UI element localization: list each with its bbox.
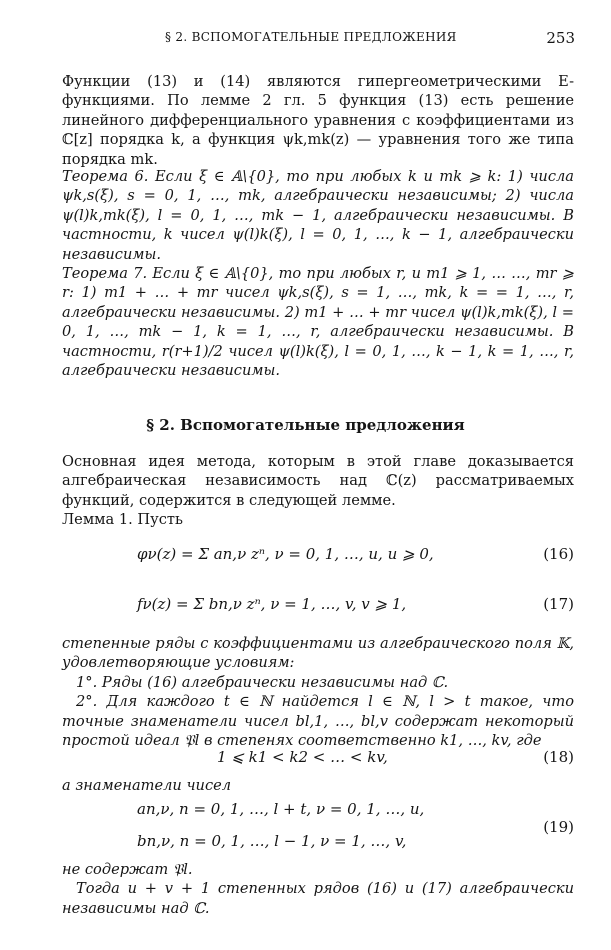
lemma-heading: Лемма 1. Пусть [62,511,183,529]
intro-paragraph: Функции (13) и (14) являются гипергеометрическими E-функциями. По лемме 2 гл. 5 функция (13) есть решение линейного дифференциального уравнения с коэффициентами из ℂ[z] порядка k, а функция ψk,mk(z) — уравнения того же типа порядка mk. [62,73,574,168]
equation-16-body: φν(z) = Σ an,ν zⁿ, ν = 0, 1, …, u, u ⩾ 0, [137,545,434,563]
condition-2: 2°. Для каждого t ∈ ℕ найдется l ∈ ℕ, l > t такое, что точные знаменатели чисел bl,1, …, bl,v содержат некоторый простой идеал 𝔓l в степенях соответственно k1, …, kv, где [62,693,574,750]
page-number: 253 [546,29,575,47]
theorem-6 [62,167,574,264]
theorem-7-text: Теорема 7. Если ξ ∈ 𝔸\{0}, то при любых r, и m1 ⩾ 1, … …, mr ⩾ r: 1) m1 + … + mr чисел ψk,s(ξ), s = 1, …, mk, k = = 1, …, r, алгебраически независимы. 2) m1 + … + mr чисел ψ(l)k,mk(ξ), l = 0, 1, …, mk − 1, k = 1, …, r, алгебраически независимы. В частности, r(r+1)/2 чисел ψ(l)k(ξ), l = 0, 1, …, k − 1, k = 1, …, r, алгебраически независимы. [62,265,574,380]
denominators-intro [62,776,574,795]
equation-17-number: (17) [543,595,574,613]
series-description: степенные ряды с коэффициентами из алгебраического поля 𝕂, удовлетворяющие условиям: [62,635,574,672]
equation-19-line-b: bn,ν, n = 0, 1, …, l − 1, ν = 1, …, v, [137,832,407,850]
condition-1: 1°. Ряды (16) алгебраически независимы над ℂ. [76,673,449,691]
equation-16-number: (16) [543,545,574,563]
theorem-6-text: Теорема 6. Если ξ ∈ 𝔸\{0}, то при любых k и mk ⩾ k: 1) числа ψk,s(ξ), s = 0, 1, …, mk, алгебраически независимы; 2) числа ψ(l)k,mk(ξ), l = 0, 1, …, mk − 1, алгебраически независимы. В частности, k чисел ψ(l)k(ξ), l = 0, 1, …, k − 1, алгебраически независимы. [62,168,574,263]
equation-16 [62,545,574,585]
equation-18-number: (18) [543,748,574,766]
running-title: § 2. ВСПОМОГАТЕЛЬНЫЕ ПРЕДЛОЖЕНИЯ [165,30,457,44]
equation-19-number: (19) [543,818,574,836]
equation-17 [62,595,574,635]
conditions-block [62,634,574,750]
intro-block [62,72,574,169]
not-contain-text: не содержат 𝔓l. [62,861,193,878]
theorem-7 [62,264,574,380]
equation-19-line-a: an,ν, n = 0, 1, …, l + t, ν = 0, 1, …, u, [137,800,425,818]
denominators-text: а знаменатели чисел [62,777,232,794]
conclusion-block [62,860,574,918]
equation-19 [62,800,574,860]
section-paragraph: Основная идея метода, которым в этой главе доказывается алгебраическая независимость над ℂ(z) рассматриваемых функций, содержится в следующей лемме. [62,453,574,509]
section-intro [62,452,574,530]
section-title: § 2. Вспомогательные предложения [146,416,465,434]
equation-18-body: 1 ⩽ k1 < k2 < … < kv, [217,748,388,766]
running-header [0,30,611,50]
conclusion-text: Тогда u + v + 1 степенных рядов (16) и (17) алгебраически независимы над ℂ. [62,880,574,917]
equation-17-body: fν(z) = Σ bn,ν zⁿ, ν = 1, …, v, v ⩾ 1, [137,595,407,613]
